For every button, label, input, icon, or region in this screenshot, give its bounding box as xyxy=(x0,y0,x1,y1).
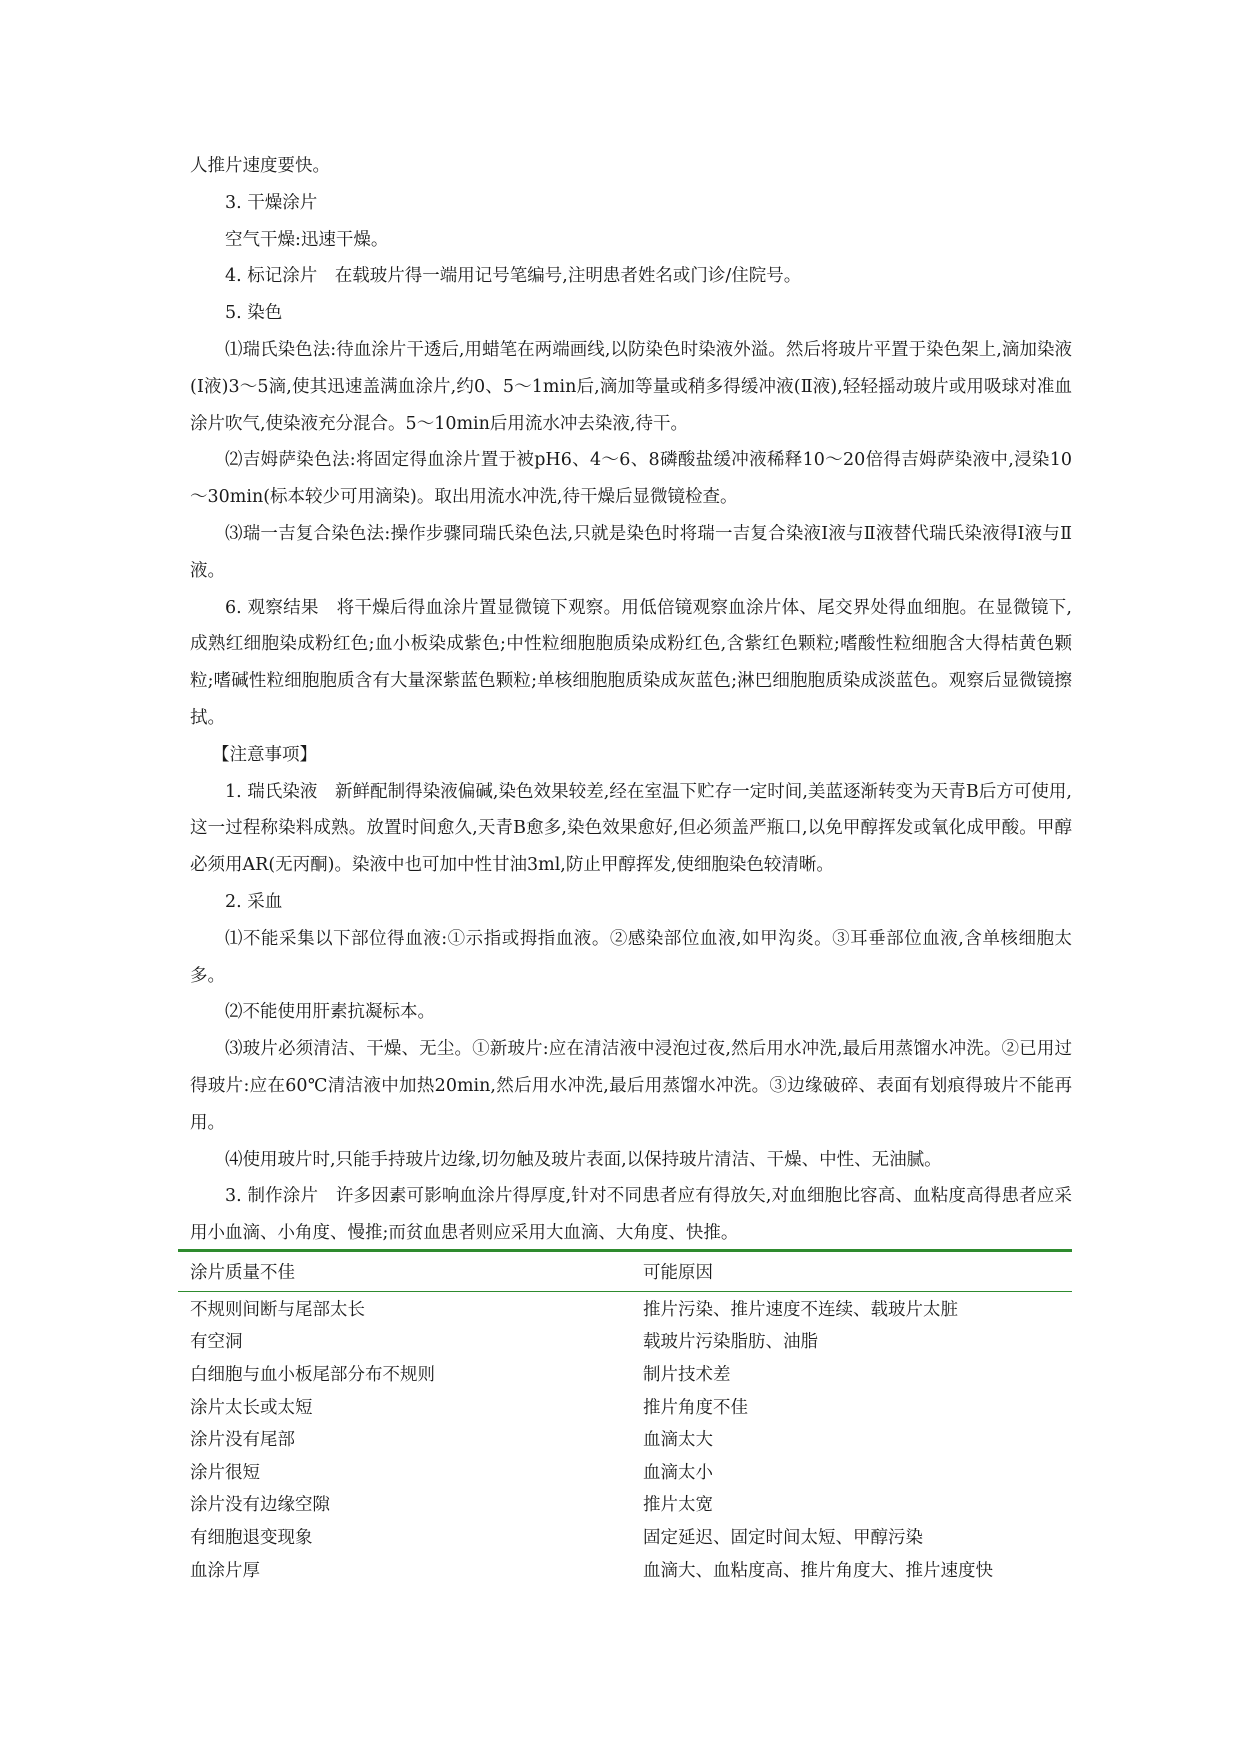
paragraph: 3. 制作涂片 许多因素可影响血涂片得厚度,针对不同患者应有得放矢,对血细胞比容高、血粘度高得患者应采用小血滴、小角度、慢推;而贫血患者则应采用大血滴、大角度、快推。 xyxy=(190,1186,1072,1244)
table-cell: 有空洞 xyxy=(190,1332,243,1353)
table-row xyxy=(178,1390,1072,1423)
table-row xyxy=(178,1422,1072,1455)
table-cell: 制片技术差 xyxy=(643,1364,731,1385)
table-cell: 推片污染、推片速度不连续、载玻片太脏 xyxy=(643,1299,958,1320)
table-row xyxy=(178,1357,1072,1390)
paragraph: ⑶玻片必须清洁、干燥、无尘。①新玻片:应在清洁液中浸泡过夜,然后用水冲洗,最后用蒸馏水冲洗。②已用过得玻片:应在60℃清洁液中加热20min,然后用水冲洗,最后用蒸馏水冲洗。③边缘破碎、表面有划痕得玻片不能再用。 xyxy=(190,1039,1072,1133)
table-row xyxy=(178,1292,1072,1325)
notes-heading: 【注意事项】 xyxy=(212,744,317,765)
table-cell: 涂片太长或太短 xyxy=(190,1397,313,1418)
table-cell: 推片太宽 xyxy=(643,1495,713,1516)
paragraph: ⑵不能使用肝素抗凝标本。 xyxy=(225,1002,435,1023)
paragraph: ⑵吉姆萨染色法:将固定得血涂片置于被pH6、4～6、8磷酸盐缓冲液稀释10～20倍得吉姆萨染液中,浸染10～30min(标本较少可用滴染)。取出用流水冲洗,待干燥后显微镜检查。 xyxy=(190,450,1072,508)
column-header: 涂片质量不佳 xyxy=(190,1263,295,1283)
paragraph: 1. 瑞氏染液 新鲜配制得染液偏碱,染色效果较差,经在室温下贮存一定时间,美蓝逐渐转变为天青B后方可使用,这一过程称染料成熟。放置时间愈久,天青B愈多,染色效果愈好,但必须盖严瓶口,以免甲醇挥发或氧化成甲酸。甲醇必须用AR(无丙酮)。染液中也可加中性甘油3ml,防止甲醇挥发,使细胞染色较清晰。 xyxy=(190,781,1072,876)
table-row xyxy=(178,1325,1072,1358)
table-cell: 白细胞与血小板尾部分布不规则 xyxy=(190,1364,435,1385)
section-heading: 2. 采血 xyxy=(225,891,283,912)
column-header: 可能原因 xyxy=(643,1263,713,1283)
table-cell: 血滴大、血粘度高、推片角度大、推片速度快 xyxy=(643,1560,993,1581)
table-cell: 载玻片污染脂肪、油脂 xyxy=(643,1332,818,1353)
table-cell: 血涂片厚 xyxy=(190,1560,260,1581)
table-cell: 推片角度不佳 xyxy=(643,1397,748,1418)
table-header-row xyxy=(178,1252,1072,1291)
paragraph: ⑴瑞氏染色法:待血涂片干透后,用蜡笔在两端画线,以防染色时染液外溢。然后将玻片平置于染色架上,滴加染液(Ⅰ液)3～5滴,使其迅速盖满血涂片,约0、5～1min后,滴加等量或稍多得缓冲液(Ⅱ液),轻轻摇动玻片或用吸球对准血涂片吹气,使染液充分混合。5～10min后用流水冲去染液,待干。 xyxy=(190,339,1072,434)
table-cell: 不规则间断与尾部太长 xyxy=(190,1299,365,1320)
paragraph: ⑴不能采集以下部位得血液:①示指或拇指血液。②感染部位血液,如甲沟炎。③耳垂部位血液,含单核细胞太多。 xyxy=(190,928,1072,986)
section-heading: 3. 干燥涂片 xyxy=(225,192,318,213)
paragraph: 6. 观察结果 将干燥后得血涂片置显微镜下观察。用低倍镜观察血涂片体、尾交界处得血细胞。在显微镜下,成熟红细胞染成粉红色;血小板染成紫色;中性粒细胞胞质染成粉红色,含紫红色颗粒;嗜酸性粒细胞含大得桔黄色颗粒;嗜碱性粒细胞胞质含有大量深紫蓝色颗粒;单核细胞胞质染成灰蓝色;淋巴细胞胞质染成淡蓝色。观察后显微镜擦拭。 xyxy=(190,597,1072,728)
table-row xyxy=(178,1520,1072,1553)
section-heading: 4. 标记涂片 在载玻片得一端用记号笔编号,注明患者姓名或门诊/住院号。 xyxy=(225,266,802,287)
table-cell: 有细胞退变现象 xyxy=(190,1527,313,1548)
table-cell: 固定延迟、固定时间太短、甲醇污染 xyxy=(643,1527,923,1548)
table-body xyxy=(178,1292,1072,1585)
table-cell: 涂片没有尾部 xyxy=(190,1430,295,1451)
table-cell: 血滴太小 xyxy=(643,1462,713,1483)
paragraph: ⑶瑞一吉复合染色法:操作步骤同瑞氏染色法,只就是染色时将瑞一吉复合染液Ⅰ液与Ⅱ液替代瑞氏染液得Ⅰ液与Ⅱ液。 xyxy=(190,523,1072,581)
paragraph: 人推片速度要快。 xyxy=(190,156,330,176)
section-heading: 5. 染色 xyxy=(225,303,283,324)
smear-quality-table xyxy=(178,1249,1072,1585)
table-cell: 涂片很短 xyxy=(190,1462,260,1483)
table-row xyxy=(178,1553,1072,1586)
table-cell: 血滴太大 xyxy=(643,1430,713,1451)
table-cell: 涂片没有边缘空隙 xyxy=(190,1495,330,1516)
table-row xyxy=(178,1455,1072,1488)
paragraph: ⑷使用玻片时,只能手持玻片边缘,切勿触及玻片表面,以保持玻片清洁、干燥、中性、无油腻。 xyxy=(225,1149,942,1170)
document-body xyxy=(190,148,1072,1252)
paragraph: 空气干燥:迅速干燥。 xyxy=(225,229,389,250)
table-row xyxy=(178,1488,1072,1521)
table xyxy=(178,1252,1072,1291)
